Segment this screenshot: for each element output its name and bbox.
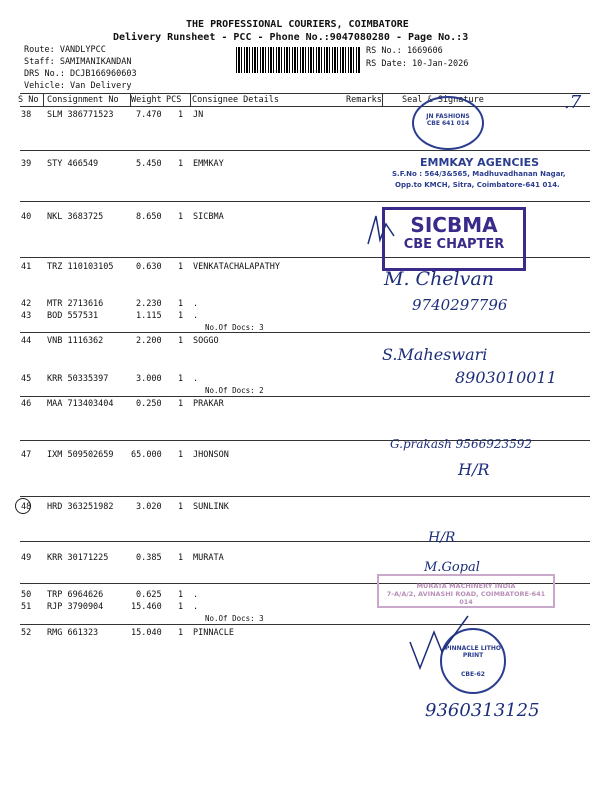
- row-pcs: 1: [178, 212, 184, 222]
- row-sno: 46: [21, 399, 32, 409]
- row-sno: 50: [21, 590, 32, 600]
- pinnacle-round-stamp: PINNACLE LITHO PRINT CBE-62: [440, 628, 506, 694]
- page-title: THE PROFESSIONAL COURIERS, COIMBATORE: [186, 19, 409, 30]
- row-consignment: STY 466549: [47, 159, 99, 169]
- column-divider: [382, 93, 383, 106]
- column-divider: [43, 93, 44, 106]
- row-pcs: 1: [178, 628, 184, 638]
- emmkay-stamp-address2: Opp.to KMCH, Sitra, Coimbatore-641 014.: [395, 181, 560, 189]
- row-consignment: HRD 363251982: [47, 502, 114, 512]
- row-consignment: TRP 6964626: [47, 590, 104, 600]
- row-weight: 0.250: [136, 399, 162, 409]
- row-consignment: SLM 386771523: [47, 110, 114, 120]
- row-sno: 41: [21, 262, 32, 272]
- row44-phone: 8903010011: [455, 368, 557, 387]
- table-header-rule: [20, 106, 590, 107]
- row-consignment: IXM 509502659: [47, 450, 114, 460]
- row-weight: 2.200: [136, 336, 162, 346]
- row48-note: H/R: [428, 530, 456, 546]
- row-consignment: KRR 50335397: [47, 374, 109, 384]
- column-divider: [190, 93, 191, 106]
- row-consignee: .: [193, 590, 199, 600]
- row-consignee: .: [193, 374, 199, 384]
- row-separator: [20, 201, 590, 202]
- corner-mark: .7: [564, 92, 582, 113]
- row-pcs: 1: [178, 450, 184, 460]
- row-pcs: 1: [178, 602, 184, 612]
- row-consignee: SUNLINK: [193, 502, 229, 512]
- row-pcs: 1: [178, 502, 184, 512]
- row-consignee: .: [193, 299, 199, 309]
- jn-round-stamp: JN FASHIONS CBE 641 014: [412, 96, 484, 150]
- docs-note: No.Of Docs: 2: [205, 386, 264, 395]
- row-weight: 3.020: [136, 502, 162, 512]
- docs-note: No.Of Docs: 3: [205, 323, 264, 332]
- row-consignment: BOD 557531: [47, 311, 99, 321]
- signature-scribble: [406, 612, 476, 672]
- row-separator: [20, 624, 590, 625]
- row52-phone: 9360313125: [425, 700, 540, 721]
- row-consignee: EMMKAY: [193, 159, 224, 169]
- row-sno: 44: [21, 336, 32, 346]
- row-weight: 5.450: [136, 159, 162, 169]
- col-header-seal: Seal & Signature: [402, 95, 484, 105]
- page-subtitle: Delivery Runsheet - PCC - Phone No.:9047080280 - Page No.:3: [113, 32, 469, 43]
- row-sno: 52: [21, 628, 32, 638]
- row-consignee: PINNACLE: [193, 628, 234, 638]
- row-weight: 8.650: [136, 212, 162, 222]
- row-consignee: VENKATACHALAPATHY: [193, 262, 280, 272]
- row41-signature: M. Chelvan: [384, 268, 494, 290]
- emmkay-stamp-name: EMMKAY AGENCIES: [420, 156, 540, 169]
- row-consignment: RMG 661323: [47, 628, 99, 638]
- row-consignee: .: [193, 602, 199, 612]
- row-consignment: NKL 3683725: [47, 212, 104, 222]
- row-pcs: 1: [178, 590, 184, 600]
- row-consignment: TRZ 110103105: [47, 262, 114, 272]
- row-separator: [20, 496, 590, 497]
- row-separator: [20, 541, 590, 542]
- row-weight: 7.470: [136, 110, 162, 120]
- row-consignee: MURATA: [193, 553, 224, 563]
- sicbma-stamp: SICBMA CBE CHAPTER: [382, 207, 526, 271]
- row-sno: 51: [21, 602, 32, 612]
- drs-label: DRS No.: DCJB166960603: [24, 69, 137, 79]
- col-header-sno: S No: [18, 95, 39, 105]
- row46-note: G.prakash 9566923592: [390, 437, 533, 451]
- col-header-consignee: Consignee Details: [192, 95, 279, 105]
- row-weight: 3.000: [136, 374, 162, 384]
- row-weight: 15.460: [131, 602, 162, 612]
- col-header-weight: Weight: [131, 95, 162, 105]
- row-consignment: MAA 713403404: [47, 399, 114, 409]
- rs-number: RS No.: 1669606: [366, 46, 443, 56]
- staff-label: Staff: SAMIMANIKANDAN: [24, 57, 132, 67]
- row-sno: 42: [21, 299, 32, 309]
- row-pcs: 1: [178, 110, 184, 120]
- row-consignee: JHONSON: [193, 450, 229, 460]
- row-consignee: .: [193, 311, 199, 321]
- row-separator: [20, 396, 590, 397]
- row-weight: 15.040: [131, 628, 162, 638]
- row-consignee: SOGGO: [193, 336, 219, 346]
- murata-stamp: MURATA MACHINERY INDIA 7-A/A/2, AVINASHI ROAD, COIMBATORE-641 014: [377, 574, 555, 608]
- row-pcs: 1: [178, 299, 184, 309]
- route-label: Route: VANDLYPCC: [24, 45, 106, 55]
- row41-phone: 9740297796: [412, 296, 508, 314]
- col-header-consignment: Consignment No: [47, 95, 119, 105]
- row-sno: 45: [21, 374, 32, 384]
- row-consignee: SICBMA: [193, 212, 224, 222]
- row-pcs: 1: [178, 311, 184, 321]
- row-sno: 48: [21, 502, 32, 512]
- row-pcs: 1: [178, 159, 184, 169]
- row-sno: 47: [21, 450, 32, 460]
- table-top-rule: [20, 93, 590, 94]
- rs-date: RS Date: 10-Jan-2026: [366, 59, 469, 69]
- barcode-image: [236, 47, 360, 73]
- row-consignment: VNB 1116362: [47, 336, 104, 346]
- row-separator: [20, 150, 590, 151]
- row-weight: 1.115: [136, 311, 162, 321]
- row-weight: 0.630: [136, 262, 162, 272]
- row49-signature: M.Gopal: [424, 560, 480, 575]
- row-weight: 0.625: [136, 590, 162, 600]
- emmkay-stamp-address1: S.F.No : 564/3&565, Madhuvadhanan Nagar,: [392, 170, 566, 178]
- row-consignment: RJP 3790904: [47, 602, 104, 612]
- row-consignee: JN: [193, 110, 204, 120]
- row-weight: 2.230: [136, 299, 162, 309]
- row-pcs: 1: [178, 553, 184, 563]
- row-pcs: 1: [178, 399, 184, 409]
- row-weight: 65.000: [131, 450, 162, 460]
- row-pcs: 1: [178, 374, 184, 384]
- col-header-remarks: Remarks: [346, 95, 382, 105]
- row-sno: 49: [21, 553, 32, 563]
- row-pcs: 1: [178, 336, 184, 346]
- row-consignment: KRR 30171225: [47, 553, 109, 563]
- col-header-pcs: PCS: [166, 95, 182, 105]
- row-sno: 43: [21, 311, 32, 321]
- docs-note: No.Of Docs: 3: [205, 614, 264, 623]
- row47-note: H/R: [458, 460, 490, 479]
- row-sno: 40: [21, 212, 32, 222]
- row-consignee: PRAKAR: [193, 399, 224, 409]
- signature-scribble: [364, 210, 400, 250]
- row-separator: [20, 332, 590, 333]
- row-sno: 38: [21, 110, 32, 120]
- row-sno: 39: [21, 159, 32, 169]
- row-consignment: MTR 2713616: [47, 299, 104, 309]
- vehicle-label: Vehicle: Van Delivery: [24, 81, 132, 91]
- row-pcs: 1: [178, 262, 184, 272]
- row44-signature: S.Maheswari: [382, 345, 488, 364]
- row-weight: 0.385: [136, 553, 162, 563]
